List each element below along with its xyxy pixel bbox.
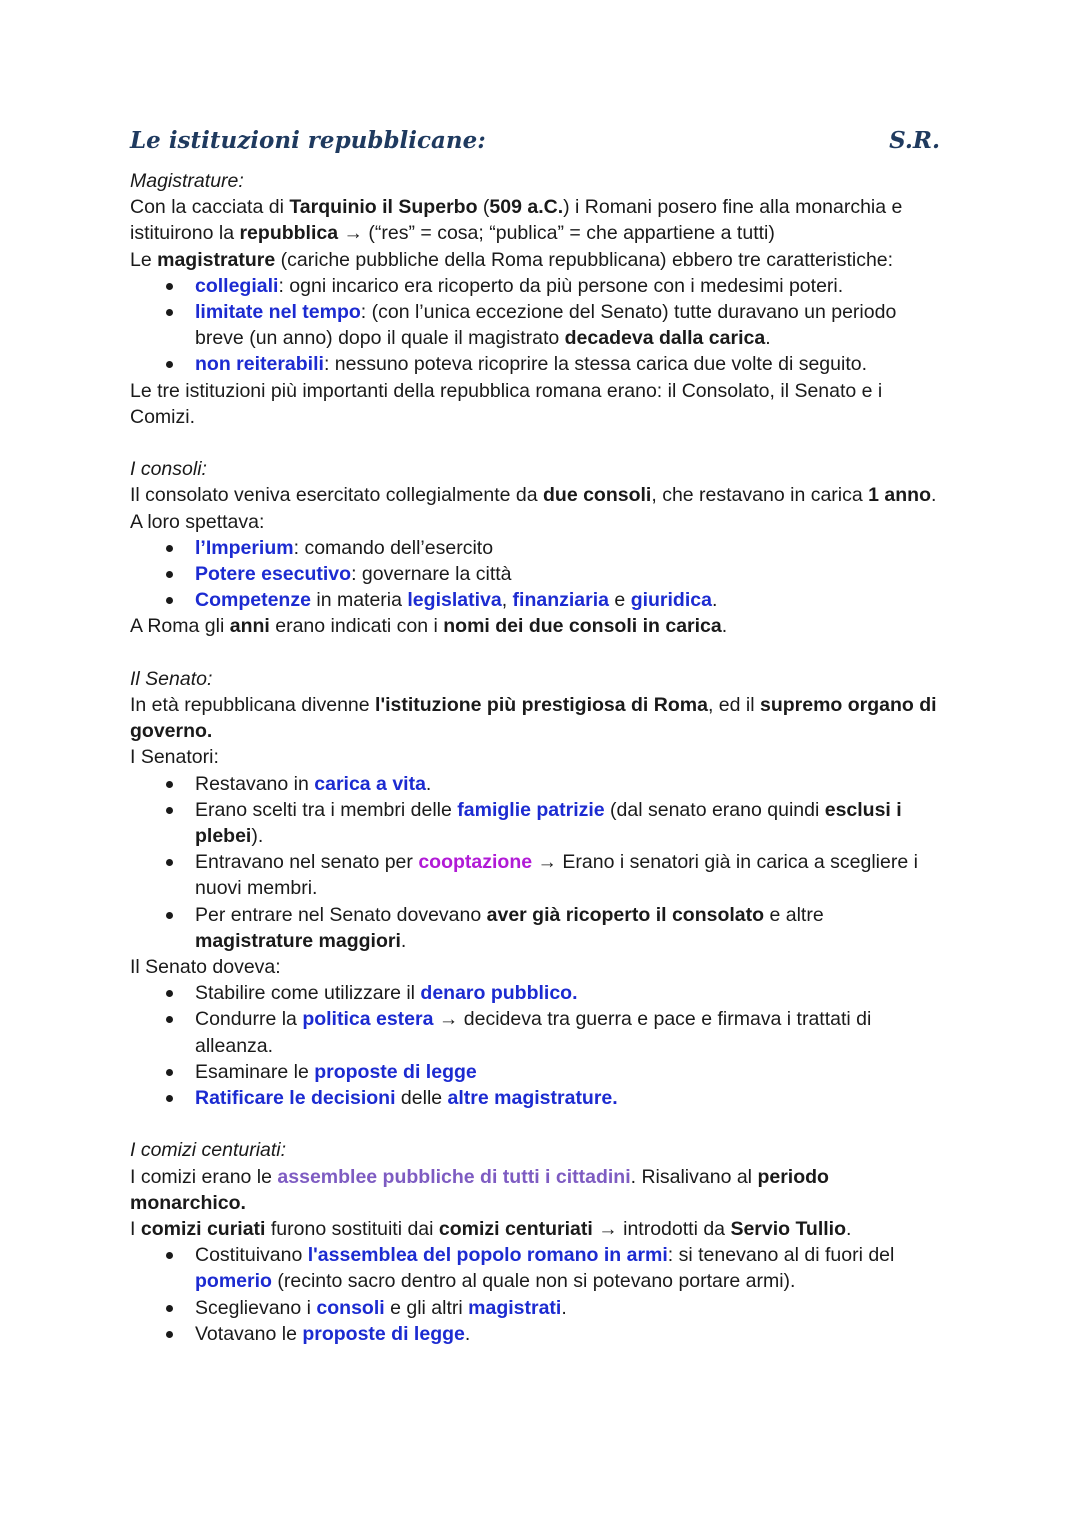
section-heading-magistrature: Magistrature: (130, 170, 244, 192)
list-item: Sceglievano i consoli e gli altri magistrati. (195, 1295, 940, 1321)
author-initials: S.R. (889, 127, 940, 154)
list-item: l’Imperium: comando dell’esercito (195, 535, 940, 561)
list-item: Esaminare le proposte di legge (195, 1059, 940, 1085)
list-item: collegiali: ogni incarico era ricoperto da più persone con i medesimi poteri. (195, 273, 940, 299)
list-item: Ratificare le decisioni delle altre magistrature. (195, 1085, 940, 1111)
page-title: Le istituzioni repubblicane: (130, 127, 486, 154)
list-item: Costituivano l'assemblea del popolo romano in armi: si tenevano al di fuori del pomerio (recinto sacro dentro al quale non si potevano portare armi). (195, 1242, 940, 1294)
paragraph: I comizi erano le assemblee pubbliche di tutti i cittadini. Risalivano al periodo monarchico. (130, 1165, 829, 1214)
list-item: limitate nel tempo: (con l’unica eccezione del Senato) tutte duravano un periodo breve (un anno) dopo il quale il magistrato decadeva dalla carica. (195, 299, 940, 351)
section-heading-consoli: I consoli: (130, 458, 207, 481)
paragraph: A loro spettava: (130, 510, 265, 533)
paragraph: Le tre istituzioni più importanti della repubblica romana erano: il Consolato, il Senato e i Comizi. (130, 379, 883, 428)
list-item: Entravano nel senato per cooptazione → Erano i senatori già in carica a scegliere i nuovi membri. (195, 849, 940, 901)
list-item: Stabilire come utilizzare il denaro pubblico. (195, 980, 940, 1006)
paragraph: Con la cacciata di Tarquinio il Superbo (509 a.C.) i Romani posero fine alla monarchia e istituirono la repubblica → (“res” = cosa; “publica” = che appartiene a tutti) (130, 196, 903, 245)
paragraph: Il Senato doveva: (130, 956, 281, 979)
bullet-list (130, 980, 940, 1111)
paragraph: In età repubblicana divenne l'istituzione più prestigiosa di Roma, ed il supremo organo di governo. (130, 694, 937, 743)
list-item: Condurre la politica estera → decideva tra guerra e pace e firmava i trattati di alleanza. (195, 1006, 940, 1058)
list-item: Per entrare nel Senato dovevano aver già ricoperto il consolato e altre magistrature maggiori. (195, 902, 940, 954)
paragraph: Le magistrature (cariche pubbliche della Roma repubblicana) ebbero tre caratteristiche: (130, 248, 894, 271)
list-item: Erano scelti tra i membri delle famiglie patrizie (dal senato erano quindi esclusi i plebei). (195, 797, 940, 849)
list-item: Restavano in carica a vita. (195, 771, 940, 797)
paragraph: I comizi curiati furono sostituiti dai comizi centuriati → introdotti da Servio Tullio. (130, 1218, 852, 1241)
list-item: Votavano le proposte di legge. (195, 1321, 940, 1347)
bullet-list (130, 1242, 940, 1347)
title-row (130, 128, 940, 164)
list-item: Competenze in materia legislativa, finanziaria e giuridica. (195, 587, 940, 613)
bullet-list (130, 273, 940, 378)
section-heading-senato: Il Senato: (130, 667, 213, 690)
paragraph: I Senatori: (130, 746, 219, 769)
section-heading-comizi: I comizi centuriati: (130, 1139, 287, 1162)
document-page (130, 128, 940, 1347)
paragraph: Il consolato veniva esercitato collegialmente da due consoli, che restavano in carica 1 anno. (130, 484, 937, 507)
list-item: Potere esecutivo: governare la città (195, 561, 940, 587)
list-item: non reiterabili: nessuno poteva ricoprire la stessa carica due volte di seguito. (195, 351, 940, 377)
bullet-list (130, 535, 940, 614)
bullet-list (130, 771, 940, 954)
paragraph: A Roma gli anni erano indicati con i nomi dei due consoli in carica. (130, 615, 728, 638)
